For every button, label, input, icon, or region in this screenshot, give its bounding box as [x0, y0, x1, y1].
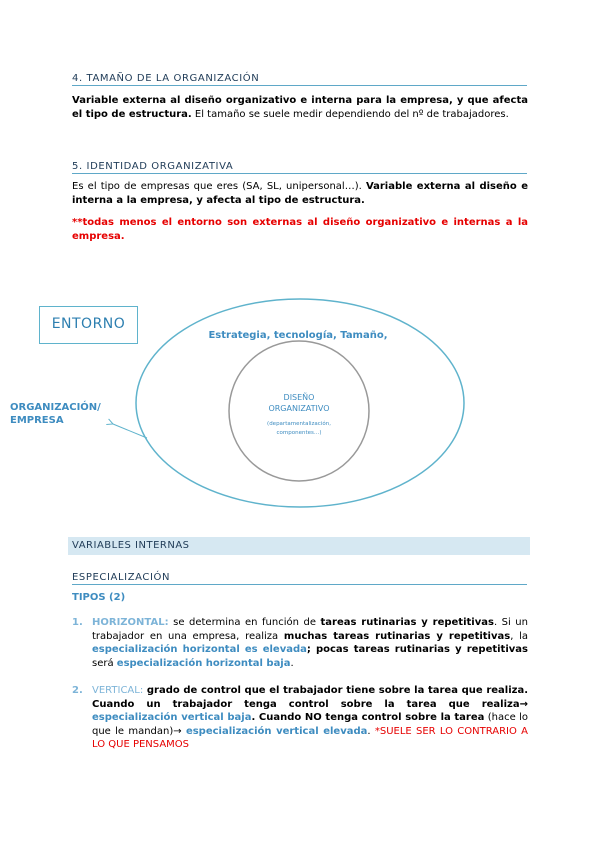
horizontal-bold-1: tareas rutinarias y repetitivas — [320, 617, 494, 628]
horizontal-bold-2: muchas tareas rutinarias y repetitivas — [283, 630, 511, 642]
variables-internas-band: VARIABLES INTERNAS — [68, 537, 530, 555]
list-item-vertical — [72, 684, 529, 752]
identidad-note: **todas menos el entorno son externas al diseño organizativo e internas a la empresa. — [72, 217, 528, 242]
inner-title-line1: DISEÑO — [283, 393, 315, 402]
org-label-line1: ORGANIZACIÓN/ — [10, 402, 101, 413]
identidad-text: Es el tipo de empresas que eres (SA, SL, unipersonal…). — [72, 181, 366, 192]
tipos-label: TIPOS (2) — [72, 592, 126, 603]
inner-sub-line2: componentes…) — [276, 430, 322, 436]
horizontal-text-5: . — [290, 657, 294, 669]
horizontal-text-3: , la — [510, 630, 529, 642]
horizontal-text-2: . Si un trabajador en una empresa, realiza — [92, 617, 528, 642]
tamano-text: El tamaño se suele medir dependiendo del nº de trabajadores. — [191, 109, 509, 120]
horizontal-text-1: se determina en función de — [168, 617, 321, 628]
list-number-1: 1. — [72, 617, 83, 628]
vertical-colored-2: especialización vertical elevada — [185, 725, 368, 737]
identidad-paragraph — [72, 180, 528, 208]
horizontal-colored-1: especialización horizontal es elevada — [92, 644, 307, 655]
tamano-bold-text: Variable externa al diseño organizativo e interna para la empresa, y que afecta el tipo de estructura. — [72, 95, 528, 120]
inner-sub-line1: (departamentalización, — [267, 421, 331, 427]
vertical-red-note: *SUELE SER LO CONTRARIO A LO QUE PENSAMOS — [92, 725, 529, 750]
horizontal-colored-2: especialización horizontal baja — [116, 657, 291, 669]
section-heading-identidad: 5. IDENTIDAD ORGANIZATIVA — [72, 161, 527, 174]
vertical-colored-1: especialización vertical baja — [92, 712, 252, 723]
vertical-bold-1: grado de control que el trabajador tiene sobre la tarea que realiza. Cuando un trabajador tenga control sobre la tarea que realiza→ — [92, 685, 528, 710]
list-item-horizontal — [72, 616, 529, 670]
inner-title-line2: ORGANIZATIVO — [268, 404, 330, 413]
tamano-paragraph — [72, 94, 528, 122]
vertical-label: VERTICAL: — [92, 685, 144, 696]
vertical-bold-2: . Cuando NO tenga control sobre la tarea — [251, 712, 485, 723]
org-label-line2: EMPRESA — [10, 415, 64, 426]
section-heading-tamano: 4. TAMAÑO DE LA ORGANIZACIÓN — [72, 73, 527, 86]
entorno-box: ENTORNO — [39, 306, 138, 344]
identidad-bold-text: Variable externa al diseño e interna a la empresa, y afecta al tipo de estructura. — [72, 181, 529, 206]
vertical-text-2: . — [367, 725, 375, 737]
horizontal-text-4: será — [92, 657, 117, 669]
vertical-text-1: (hace lo que le mandan)→ — [92, 712, 528, 737]
section-heading-especializacion: ESPECIALIZACIÓN — [72, 572, 527, 585]
org-label — [10, 401, 101, 427]
horizontal-label: HORIZONTAL: — [92, 617, 169, 628]
outer-ellipse-text: Estrategia, tecnología, Tamaño, — [208, 330, 388, 341]
inner-circle-text — [239, 392, 359, 438]
list-number-2: 2. — [72, 685, 83, 696]
horizontal-bold-3: ; pocas tareas rutinarias y repetitivas — [306, 644, 528, 655]
